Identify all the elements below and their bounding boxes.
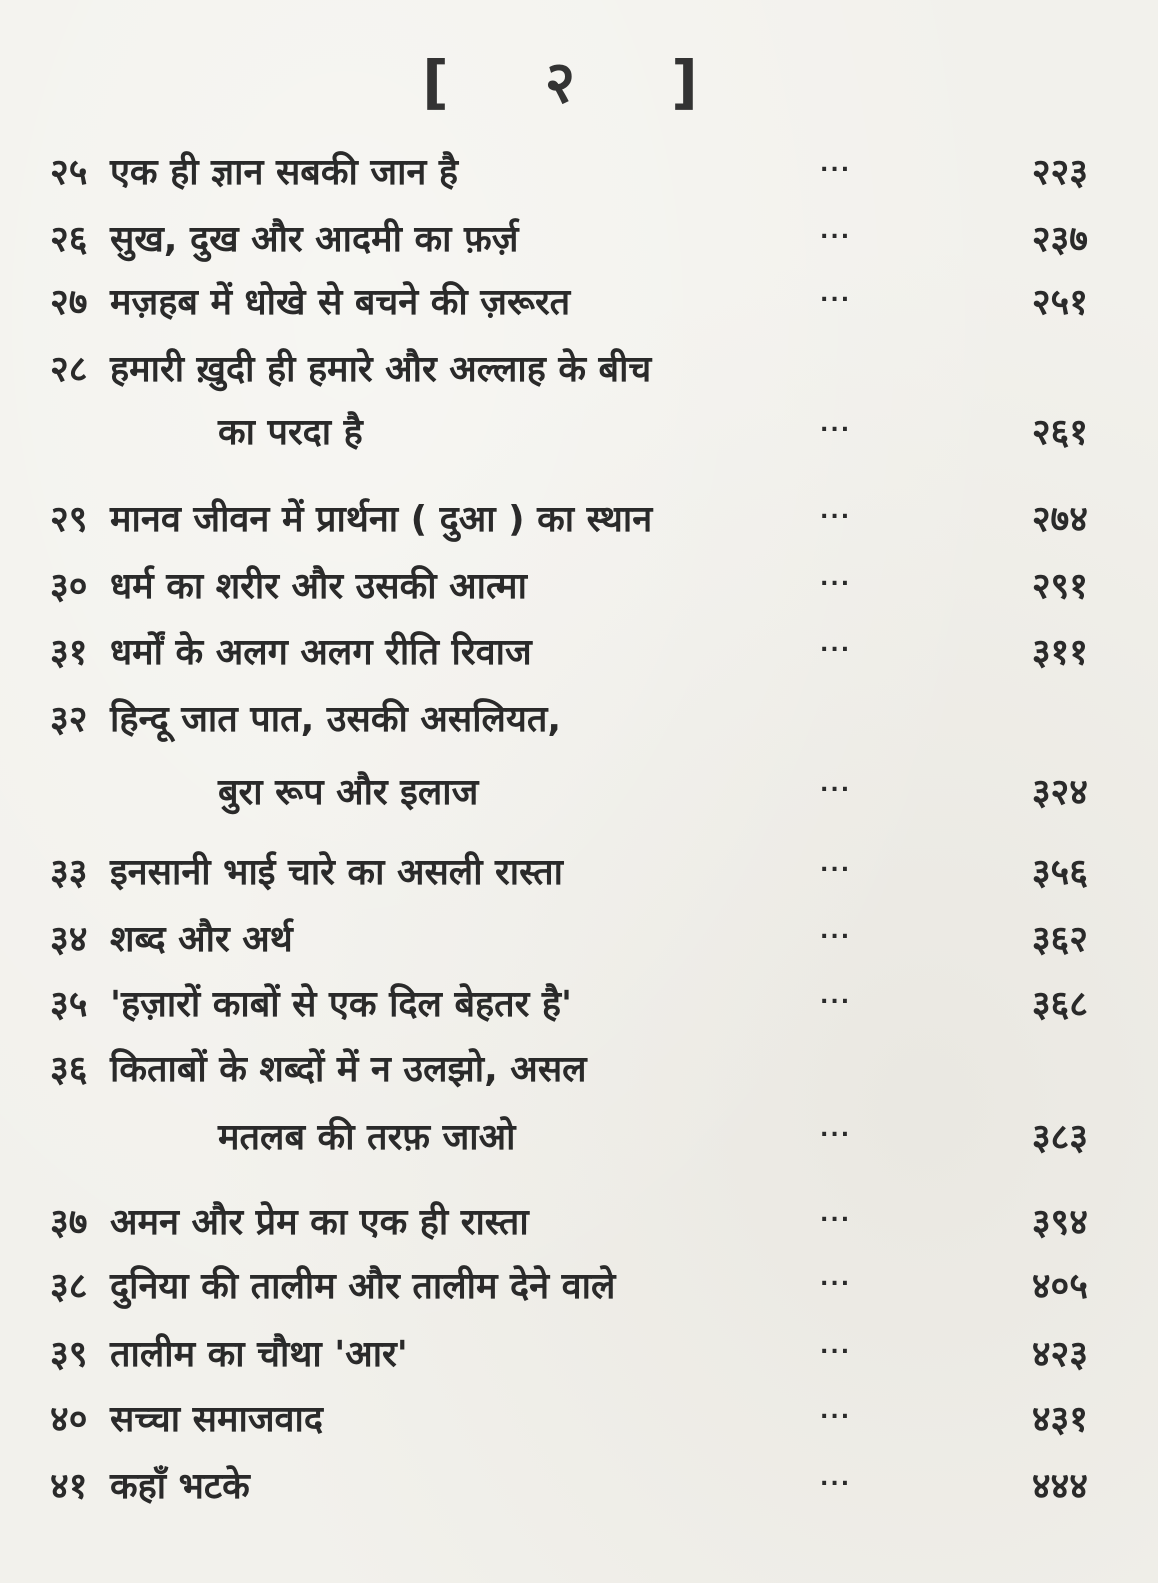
leader-dots: ... bbox=[820, 412, 852, 437]
entry-number: २७ bbox=[50, 282, 88, 323]
toc-entry bbox=[0, 628, 1158, 678]
entry-title: धर्म का शरीर और उसकी आत्मा bbox=[110, 566, 527, 607]
toc-entry-continuation bbox=[0, 768, 1158, 818]
entry-number: ४० bbox=[50, 1399, 88, 1440]
entry-title: किताबों के शब्दों में न उलझो, असल bbox=[110, 1049, 587, 1090]
entry-number: ४१ bbox=[50, 1466, 88, 1507]
leader-dots: ... bbox=[820, 499, 852, 524]
entry-title: 'हज़ारों काबों से एक दिल बेहतर है' bbox=[110, 984, 573, 1025]
entry-number: २५ bbox=[50, 152, 88, 193]
leader-dots: ... bbox=[820, 852, 852, 877]
entry-number: ३९ bbox=[50, 1334, 88, 1375]
toc-entry bbox=[0, 562, 1158, 612]
entry-page: २३७ bbox=[1031, 219, 1088, 260]
entry-page: २७४ bbox=[1031, 499, 1088, 540]
leader-dots: ... bbox=[820, 1117, 852, 1142]
entry-title: धर्मों के अलग अलग रीति रिवाज bbox=[110, 632, 532, 673]
entry-page: ३८३ bbox=[1031, 1117, 1088, 1158]
leader-dots: ... bbox=[820, 282, 852, 307]
entry-title: सच्चा समाजवाद bbox=[110, 1399, 323, 1440]
toc-entry bbox=[0, 1045, 1158, 1095]
entry-number: ३५ bbox=[50, 984, 88, 1025]
entry-title: मानव जीवन में प्रार्थना ( दुआ ) का स्थान bbox=[110, 499, 653, 540]
entry-title: कहाँ भटके bbox=[110, 1466, 250, 1507]
entry-page: २५१ bbox=[1031, 282, 1088, 323]
entry-number: २८ bbox=[50, 349, 88, 390]
entry-page: ३६८ bbox=[1031, 984, 1088, 1025]
entry-page: ३२४ bbox=[1031, 772, 1088, 813]
entry-title-continuation: बुरा रूप और इलाज bbox=[218, 772, 479, 813]
entry-number: २९ bbox=[50, 499, 88, 540]
entry-page: ३५६ bbox=[1031, 852, 1088, 893]
toc-entry bbox=[0, 215, 1158, 265]
toc-entry-continuation bbox=[0, 1113, 1158, 1163]
entry-number: २६ bbox=[50, 219, 88, 260]
leader-dots: ... bbox=[820, 984, 852, 1009]
entry-title: एक ही ज्ञान सबकी जान है bbox=[110, 152, 459, 193]
toc-entry bbox=[0, 695, 1158, 745]
toc-entry bbox=[0, 148, 1158, 198]
entry-number: ३२ bbox=[50, 699, 88, 740]
toc-entry bbox=[0, 278, 1158, 328]
entry-title-continuation: का परदा है bbox=[218, 412, 363, 453]
toc-entry bbox=[0, 915, 1158, 965]
entry-page: २६१ bbox=[1031, 412, 1088, 453]
entry-page: ३९४ bbox=[1031, 1202, 1088, 1243]
leader-dots: ... bbox=[820, 1466, 852, 1491]
entry-title: मज़हब में धोखे से बचने की ज़रूरत bbox=[110, 282, 571, 323]
toc-entry bbox=[0, 495, 1158, 545]
entry-page: ४०५ bbox=[1031, 1266, 1088, 1307]
leader-dots: ... bbox=[820, 1202, 852, 1227]
leader-dots: ... bbox=[820, 632, 852, 657]
toc-entry bbox=[0, 1462, 1158, 1512]
entry-page: ३६२ bbox=[1031, 919, 1088, 960]
toc-entry bbox=[0, 1262, 1158, 1312]
entry-title: सुख, दुख और आदमी का फ़र्ज़ bbox=[110, 219, 519, 260]
entry-page: ४४४ bbox=[1031, 1466, 1088, 1507]
entry-page: ४३१ bbox=[1031, 1399, 1088, 1440]
entry-title: हिन्दू जात पात, उसकी असलियत, bbox=[110, 699, 562, 740]
entry-page: २२३ bbox=[1031, 152, 1088, 193]
entry-title: अमन और प्रेम का एक ही रास्ता bbox=[110, 1202, 529, 1243]
entry-number: ३१ bbox=[50, 632, 88, 673]
entry-page: २९१ bbox=[1031, 566, 1088, 607]
entry-title: दुनिया की तालीम और तालीम देने वाले bbox=[110, 1266, 616, 1307]
entry-number: ३४ bbox=[50, 919, 88, 960]
toc-entry bbox=[0, 980, 1158, 1030]
leader-dots: ... bbox=[820, 1266, 852, 1291]
entry-number: ३० bbox=[50, 566, 88, 607]
entry-title: शब्द और अर्थ bbox=[110, 919, 293, 960]
toc-entry bbox=[0, 848, 1158, 898]
leader-dots: ... bbox=[820, 1334, 852, 1359]
toc-entry-continuation bbox=[0, 408, 1158, 458]
entry-title: इनसानी भाई चारे का असली रास्ता bbox=[110, 852, 563, 893]
leader-dots: ... bbox=[820, 919, 852, 944]
entry-title-continuation: मतलब की तरफ़ जाओ bbox=[218, 1117, 516, 1158]
toc-entry bbox=[0, 1198, 1158, 1248]
entry-title: हमारी ख़ुदी ही हमारे और अल्लाह के बीच bbox=[110, 349, 652, 390]
toc-entry bbox=[0, 1330, 1158, 1380]
toc-entry bbox=[0, 1395, 1158, 1445]
entry-number: ३८ bbox=[50, 1266, 88, 1307]
entry-number: ३३ bbox=[50, 852, 88, 893]
leader-dots: ... bbox=[820, 219, 852, 244]
entry-number: ३६ bbox=[50, 1049, 88, 1090]
entry-page: ३११ bbox=[1031, 632, 1088, 673]
page-number: [ २ ] bbox=[422, 48, 736, 116]
leader-dots: ... bbox=[820, 566, 852, 591]
leader-dots: ... bbox=[820, 772, 852, 797]
leader-dots: ... bbox=[820, 152, 852, 177]
leader-dots: ... bbox=[820, 1399, 852, 1424]
toc-entry bbox=[0, 345, 1158, 395]
entry-page: ४२३ bbox=[1031, 1334, 1088, 1375]
entry-number: ३७ bbox=[50, 1202, 88, 1243]
entry-title: तालीम का चौथा 'आर' bbox=[110, 1334, 408, 1375]
